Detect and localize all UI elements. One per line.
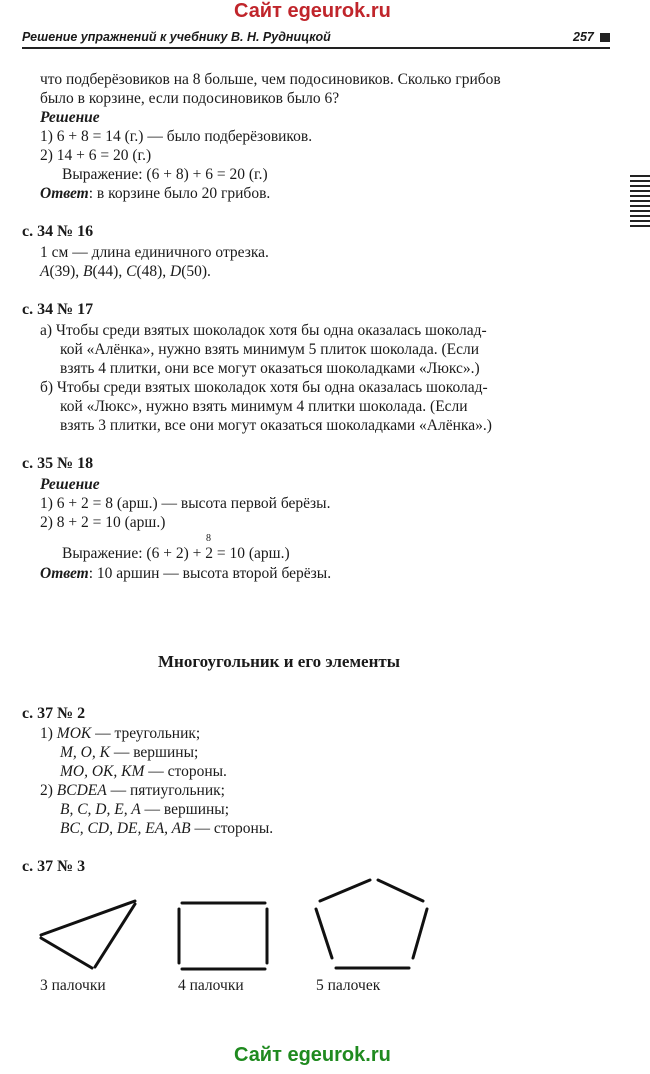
site-banner-bottom: Сайт egeurok.ru bbox=[234, 1044, 391, 1066]
caption-3-sticks: 3 палочки bbox=[40, 977, 106, 994]
intro-line-2: было в корзине, если подосиновиков было 6? bbox=[40, 90, 340, 107]
site-banner-top: Сайт egeurok.ru bbox=[234, 0, 391, 22]
ex18-answer-label: Ответ bbox=[40, 565, 89, 582]
ex18-step-2: 2) 8 + 2 = 10 (арш.) bbox=[40, 514, 166, 531]
ex17-title: с. 34 № 17 bbox=[22, 301, 94, 318]
ex18-over-mark: 8 bbox=[206, 533, 211, 544]
ex2-line-1: 1) MOK — треугольник; bbox=[40, 725, 201, 742]
ex2-line-2: M, O, K — вершины; bbox=[60, 744, 199, 761]
ex18-step-1: 1) 6 + 2 = 8 (арш.) — высота первой берёзы. bbox=[40, 495, 331, 512]
ex17-a-line-3: взять 4 плитки, они все могут оказаться шоколадками «Люкс».) bbox=[60, 360, 480, 377]
ex17-a-line-2: кой «Алёнка», нужно взять минимум 5 плиток шоколада. (Если bbox=[60, 341, 479, 358]
ex2-line-6: BC, CD, DE, EA, AB — стороны. bbox=[60, 820, 274, 837]
intro-answer-label: Ответ bbox=[40, 185, 89, 202]
page-number: 257 bbox=[573, 30, 594, 44]
ex2-line-3: MO, OK, KM — стороны. bbox=[60, 763, 227, 780]
running-header-title: Решение упражнений к учебнику В. Н. Рудницкой bbox=[22, 30, 331, 44]
caption-5-sticks: 5 палочек bbox=[316, 977, 381, 994]
ex16-point-letter: D bbox=[170, 263, 182, 280]
ex17-b-line-3: взять 3 плитки, все они могут оказаться шоколадками «Алёнка».) bbox=[60, 417, 492, 434]
ex17-b-line-2: кой «Люкс», нужно взять минимум 4 плитки шоколада. (Если bbox=[60, 398, 468, 415]
triangle-sticks bbox=[41, 901, 135, 968]
ex2-line-5: B, C, D, E, A — вершины; bbox=[60, 801, 230, 818]
section-title: Многоугольник и его элементы bbox=[158, 652, 401, 671]
ex16-point-letter: C bbox=[126, 263, 137, 280]
ex16-points: A(39), B(44), C(48), D(50). bbox=[40, 263, 211, 280]
ex2-title: с. 37 № 2 bbox=[22, 705, 86, 722]
ex2-line-4: 2) BCDEA — пятиугольник; bbox=[40, 782, 225, 799]
ex16-line-1: 1 см — длина единичного отрезка. bbox=[40, 244, 269, 261]
ex16-point-letter: A bbox=[40, 263, 50, 280]
square-sticks bbox=[179, 903, 267, 969]
intro-answer-text: : в корзине было 20 грибов. bbox=[88, 185, 271, 202]
ex16-title: с. 34 № 16 bbox=[22, 223, 94, 240]
intro-solution-label: Решение bbox=[40, 109, 100, 126]
caption-4-sticks: 4 палочки bbox=[178, 977, 244, 994]
ex17-b-line-1: б) Чтобы среди взятых шоколадок хотя бы одна оказалась шоколад- bbox=[40, 379, 488, 396]
ex17-a-line-1: а) Чтобы среди взятых шоколадок хотя бы одна оказалась шоколад- bbox=[40, 322, 487, 339]
ex18-title: с. 35 № 18 bbox=[22, 455, 94, 472]
pentagon-sticks bbox=[316, 880, 427, 968]
ex18-answer-text: : 10 аршин — высота второй берёзы. bbox=[88, 565, 332, 582]
ex18-solution-label: Решение bbox=[40, 476, 100, 493]
intro-expression: Выражение: (6 + 8) + 6 = 20 (г.) bbox=[62, 166, 268, 183]
intro-step-1: 1) 6 + 8 = 14 (г.) — было подберёзовиков. bbox=[40, 128, 313, 145]
ex16-point-letter: B bbox=[83, 263, 93, 280]
ex3-title: с. 37 № 3 bbox=[22, 858, 86, 875]
ex18-expression: Выражение: (6 + 2) + 2 = 10 (арш.) bbox=[62, 545, 290, 562]
intro-step-2: 2) 14 + 6 = 20 (г.) bbox=[40, 147, 152, 164]
intro-line-1: что подберёзовиков на 8 больше, чем подосиновиков. Сколько грибов bbox=[40, 71, 501, 88]
